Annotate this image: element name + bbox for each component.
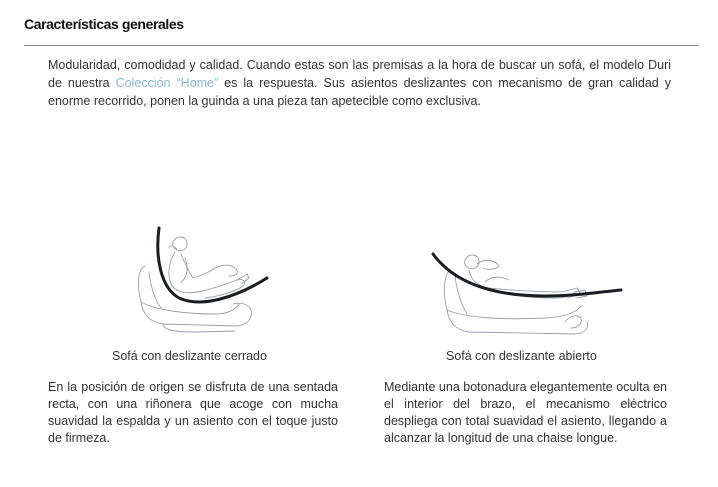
- sofa-closed-illustration: [115, 218, 275, 336]
- home-collection-link[interactable]: Colección “Home”: [115, 76, 219, 90]
- figure-caption-closed: Sofá con deslizante cerrado: [112, 349, 267, 363]
- section-divider: [24, 45, 698, 46]
- intro-text-start: Modularidad, comodidad y calidad. Cuando estas son las premisas a la hora de buscar un sofá, el modelo Duri de nuestra: [48, 58, 671, 90]
- description-closed: En la posición de origen se disfruta de una sentada recta, con una riñonera que acoge con mucha suavidad la espalda y un asiento con el toque justo de firmeza.: [48, 380, 338, 445]
- figure-caption-open: Sofá con deslizante abierto: [446, 349, 597, 363]
- sofa-open-illustration: [425, 240, 625, 340]
- intro-paragraph: [48, 56, 671, 110]
- section-title: Características generales: [24, 16, 184, 32]
- intro-text-end: es la respuesta. Sus asientos deslizantes con mecanismo de gran calidad y enorme recorrido, ponen la guinda a una pieza tan apetecible como exclusiva.: [48, 76, 671, 108]
- description-open: Mediante una botonadura elegantemente oculta en el interior del brazo, el mecanismo eléctrico despliega con total suavidad el asiento, llegando a alcanzar la longitud de una chaise longue.: [384, 380, 667, 445]
